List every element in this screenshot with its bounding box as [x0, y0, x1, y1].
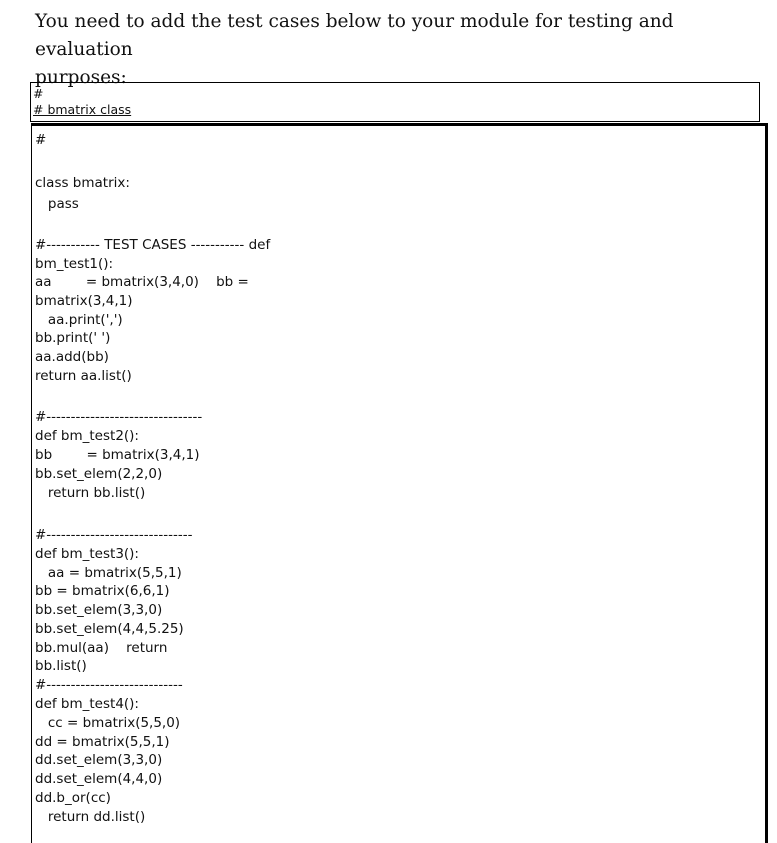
- header-code-box: [30, 82, 760, 122]
- code-line: dd = bmatrix(5,5,1): [35, 734, 170, 750]
- code-line: return aa.list(): [35, 368, 132, 384]
- code-line: bmatrix(3,4,1): [35, 293, 133, 309]
- code-line: return bb.list(): [35, 485, 146, 501]
- code-line: def bm_test4():: [35, 696, 139, 712]
- code-line: dd.set_elem(3,3,0): [35, 752, 163, 768]
- intro-line-2: purposes:: [35, 67, 127, 88]
- code-line: bb.list(): [35, 658, 87, 674]
- code-line: bb.set_elem(2,2,0): [35, 466, 163, 482]
- code-line: aa.print(','): [35, 312, 123, 328]
- header-line-2: # bmatrix class: [33, 102, 132, 117]
- code-line: def bm_test3():: [35, 546, 139, 562]
- code-line: aa = bmatrix(5,5,1): [35, 565, 182, 581]
- code-line: return dd.list(): [35, 809, 146, 825]
- code-line: bm_test1():: [35, 256, 114, 272]
- code-line: class bmatrix:: [35, 175, 130, 191]
- code-line: #: [35, 132, 47, 148]
- intro-paragraph: [35, 8, 735, 92]
- code-line: aa = bmatrix(3,4,0) bb =: [35, 274, 249, 290]
- code-line: aa.add(bb): [35, 349, 109, 365]
- intro-line-1: You need to add the test cases below to your module for testing and evaluation: [35, 11, 674, 60]
- code-line: def bm_test2():: [35, 428, 139, 444]
- code-line: #------------------------------: [35, 527, 193, 543]
- code-line: #----------------------------: [35, 677, 183, 693]
- code-line: bb.set_elem(3,3,0): [35, 602, 163, 618]
- code-line: bb = bmatrix(3,4,1): [35, 447, 200, 463]
- code-line: bb = bmatrix(6,6,1): [35, 583, 170, 599]
- header-line-1: #: [33, 86, 44, 101]
- code-line: dd.b_or(cc): [35, 790, 111, 806]
- code-line: dd.set_elem(4,4,0): [35, 771, 163, 787]
- code-line: #--------------------------------: [35, 409, 203, 425]
- code-line: pass: [35, 196, 79, 212]
- code-line: bb.print(' '): [35, 330, 111, 346]
- code-line: cc = bmatrix(5,5,0): [35, 715, 181, 731]
- code-line: bb.set_elem(4,4,5.25): [35, 621, 184, 637]
- code-line: bb.mul(aa) return: [35, 640, 168, 656]
- code-line: #----------- TEST CASES ----------- def: [35, 237, 271, 253]
